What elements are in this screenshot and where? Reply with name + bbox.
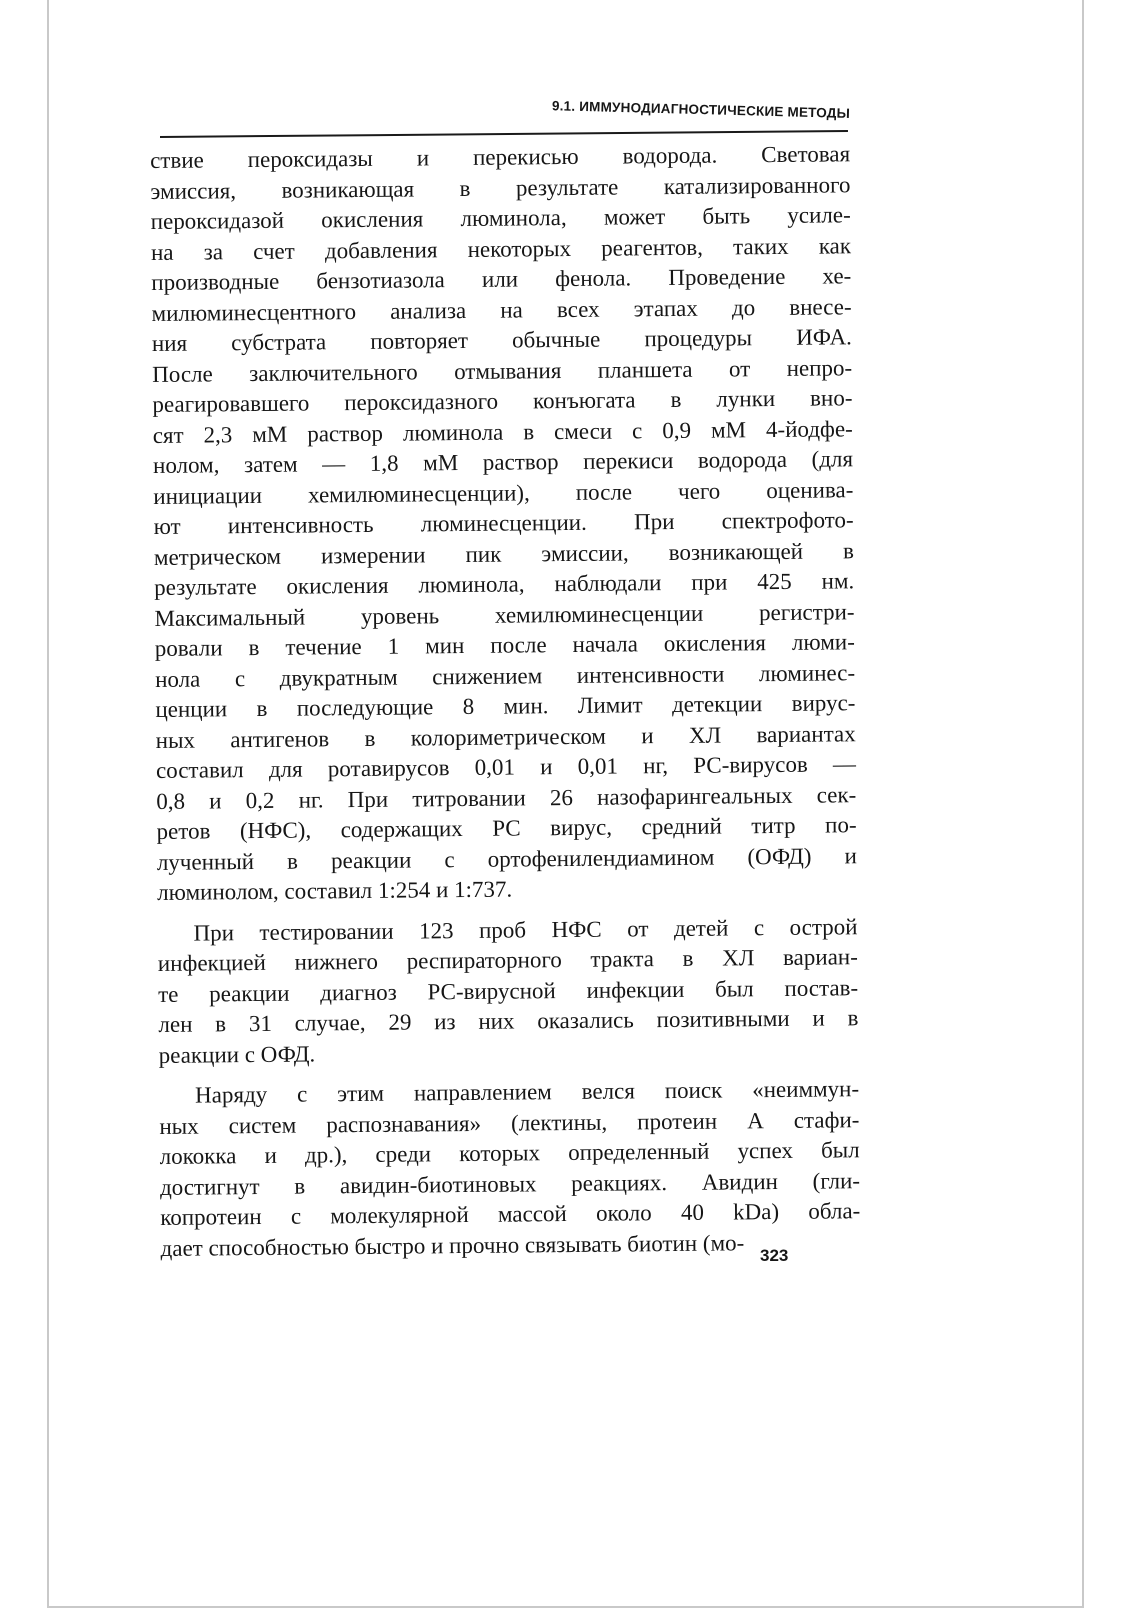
- text-line: реакции с ОФД.: [158, 1040, 316, 1068]
- text-line: инициации хемилюминесценции), после чего оценива-: [153, 476, 854, 509]
- text-line: ния субстрата повторяет обычные процедуры ИФА.: [151, 324, 852, 356]
- body-text: [150, 139, 861, 1264]
- text-line: достигнут в авидин-биотиновых реакциях. Авидин (гли-: [159, 1167, 861, 1200]
- text-line: дает способностью быстро и прочно связывать биотин (мо-: [160, 1229, 745, 1261]
- text-line: инфекцией нижнего респираторного тракта в ХЛ вариан-: [157, 944, 858, 976]
- text-line: результате окисления люминола, наблюдали при 425 нм.: [154, 568, 855, 600]
- text-line: ретов (НФС), содержащих РС вирус, средний титр по-: [156, 812, 857, 844]
- paragraph-2: [157, 912, 858, 1071]
- text-line: сят 2,3 мМ раствор люминола в смеси с 0,9 мМ 4-йодфе-: [152, 415, 853, 448]
- text-line: милюминесцентного анализа на всех этапах до внесе-: [151, 293, 852, 326]
- text-line: 0,8 и 0,2 нг. При титровании 26 назофарингеальных сек-: [156, 781, 857, 814]
- text-line: лученный в реакции с ортофенилендиамином (ОФД) и: [156, 842, 857, 875]
- text-line: При тестировании 123 проб НФС от детей с острой: [193, 913, 858, 946]
- text-line: ровали в течение 1 мин после начала окисления люми-: [154, 629, 855, 661]
- text-line: эмиссия, возникающая в результате катализированного: [150, 171, 851, 204]
- text-line: ных антигенов в колориметрическом и ХЛ вариантах: [155, 720, 856, 753]
- text-line: на за счет добавления некоторых реагентов, таких как: [150, 232, 852, 265]
- running-title: 9.1. ИММУНОДИАГНОСТИЧЕСКИЕ МЕТОДЫ: [551, 98, 851, 121]
- text-line: составил для ротавирусов 0,01 и 0,01 нг, РС-вирусов —: [155, 751, 857, 783]
- text-line: копротеин с молекулярной массой около 40 kDa) обла-: [160, 1198, 861, 1230]
- text-line: производные бензотиазола или фенола. Проведение хе-: [151, 263, 852, 295]
- text-line: те реакции диагноз РС-вирусной инфекции был постав-: [158, 974, 859, 1007]
- text-line: пероксидазой окисления люминола, может быть усиле-: [150, 202, 851, 234]
- paragraph-3: [159, 1074, 861, 1264]
- text-line: ных систем распознавания» (лектины, протеин А стафи-: [159, 1106, 860, 1139]
- text-line: ценции в последующие 8 мин. Лимит детекции вирус-: [155, 690, 856, 722]
- text-line: лококка и др.), среди которых определенный успех был: [159, 1137, 860, 1169]
- text-line: нолом, затем — 1,8 мМ раствор перекиси водорода (для: [152, 446, 854, 478]
- text-line: люминолом, составил 1:254 и 1:737.: [157, 876, 513, 905]
- text-line: лен в 31 случае, 29 из них оказались позитивными и в: [158, 1005, 859, 1037]
- text-line: Наряду с этим направлением велся поиск «неиммун-: [194, 1076, 860, 1108]
- text-line: реагировавшего пероксидазного конъюгата в лунки вно-: [152, 385, 853, 417]
- paragraph-1: [150, 139, 857, 908]
- page-number: 323: [760, 1246, 789, 1265]
- text-line: Максимальный уровень хемилюминесценции регистри-: [154, 598, 855, 631]
- text-line: нола с двукратным снижением интенсивности люминес-: [154, 659, 856, 692]
- text-line: метрическом измерении пик эмиссии, возникающей в: [153, 537, 855, 570]
- text-line: ют интенсивность люминесценции. При спектрофото-: [153, 507, 854, 539]
- text-line: После заключительного отмывания планшета от непро-: [152, 354, 853, 387]
- text-line: ствие пероксидазы и перекисью водорода. Световая: [150, 141, 851, 173]
